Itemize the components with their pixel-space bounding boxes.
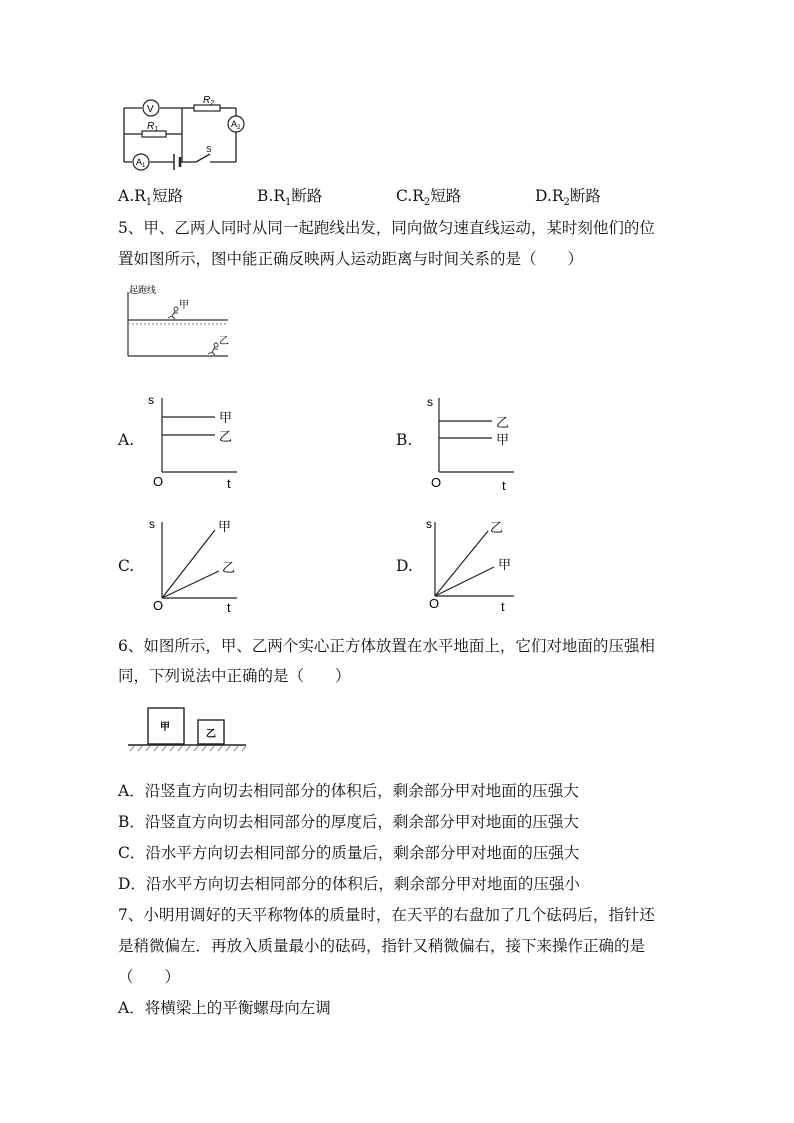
q6-option-c: C．沿水平方向切去相同部分的质量后，剩余部分甲对地面的压强大 (118, 844, 580, 862)
circuit-diagram (118, 96, 250, 174)
q5-running-figure (124, 282, 230, 358)
axis-s: s (426, 517, 432, 531)
q5-graph-d (422, 514, 522, 614)
q6-cubes-figure (126, 702, 250, 752)
axis-t: t (502, 478, 506, 492)
q7-stem-line2: 是稍微偏左．再放入质量最小的砝码，指针又稍微偏右，接下来操作正确的是 (118, 937, 646, 955)
label-lower: 甲 (496, 432, 510, 447)
q4-option-b: $B.R_1$断路 (257, 187, 323, 209)
runner-b-icon (208, 343, 218, 355)
label-lower: 乙 (222, 560, 236, 575)
label-upper: 甲 (219, 410, 233, 425)
origin: O (431, 475, 442, 490)
label-upper: 乙 (496, 415, 510, 430)
q7-stem-line3: （ ） (118, 968, 181, 986)
ammeter-a1-label: $A_1$ (136, 157, 146, 169)
start-line-label: 起跑线 (129, 285, 157, 295)
line-upper (162, 530, 215, 598)
q6-option-a: A．沿竖直方向切去相同部分的体积后，剩余部分甲对地面的压强大 (118, 782, 579, 800)
q6-option-d: D．沿水平方向切去相同部分的体积后，剩余部分甲对地面的压强小 (118, 875, 580, 893)
line-lower (435, 567, 494, 596)
origin: O (429, 596, 440, 611)
q5-stem-line2: 置如图所示，图中能正确反映两人运动距离与时间关系的是（ ） (118, 250, 584, 268)
runner-a-icon (168, 307, 178, 319)
cube-a-label: 甲 (160, 722, 170, 733)
q7-stem-line1: 7、小明用调好的天平称物体的质量时，在天平的右盘加了几个砝码后，指针还 (118, 906, 655, 924)
line-lower (162, 571, 219, 598)
q6-stem-line2: 同，下列说法中正确的是（ ） (118, 667, 351, 685)
axis-s: s (148, 393, 154, 407)
runner-a-label: 甲 (179, 300, 189, 311)
q6-option-b: B．沿竖直方向切去相同部分的厚度后，剩余部分甲对地面的压强大 (118, 813, 579, 831)
q5-graph-c-letter: C. (118, 557, 135, 575)
r1-label: $R_1$ (147, 121, 159, 133)
axis-t: t (227, 600, 231, 615)
ground-hatching (130, 745, 246, 751)
axis-t: t (501, 599, 505, 614)
q5-graph-a-letter: A. (118, 431, 135, 449)
q5-graph-b-letter: B. (396, 431, 413, 449)
label-upper: 甲 (218, 519, 232, 534)
q4-option-c: $C.R_2$短路 (396, 187, 462, 209)
q5-stem-line1: 5、甲、乙两人同时从同一起跑线出发，同向做匀速直线运动，某时刻他们的位 (118, 219, 655, 237)
label-lower: 甲 (498, 557, 512, 572)
ammeter-a2-label: $A_2$ (231, 119, 241, 131)
switch-label: S (206, 145, 212, 154)
q5-graph-d-letter: D. (396, 557, 413, 575)
runner-b-label: 乙 (219, 336, 229, 347)
q6-stem-line1: 6、如图所示，甲、乙两个实心正方体放置在水平地面上，它们对地面的压强相 (118, 637, 655, 655)
q5-graph-a (145, 392, 245, 492)
q7-option-a: A．将横梁上的平衡螺母向左调 (118, 999, 331, 1017)
line-upper (435, 531, 488, 596)
origin: O (153, 598, 164, 613)
label-lower: 乙 (219, 429, 233, 444)
cube-b-label: 乙 (206, 729, 216, 740)
q5-graph-c (145, 516, 245, 616)
axis-t: t (227, 476, 231, 491)
r2-label: $R_2$ (203, 96, 215, 107)
origin: O (153, 474, 164, 489)
axis-s: s (149, 517, 155, 531)
label-upper: 乙 (490, 520, 504, 535)
voltmeter-label: V (147, 104, 154, 115)
q4-option-d: $D.R_2$断路 (535, 187, 601, 209)
q4-option-a: $A.R_1$短路 (118, 187, 184, 209)
q5-graph-b (422, 392, 522, 492)
axis-s: s (427, 395, 433, 409)
